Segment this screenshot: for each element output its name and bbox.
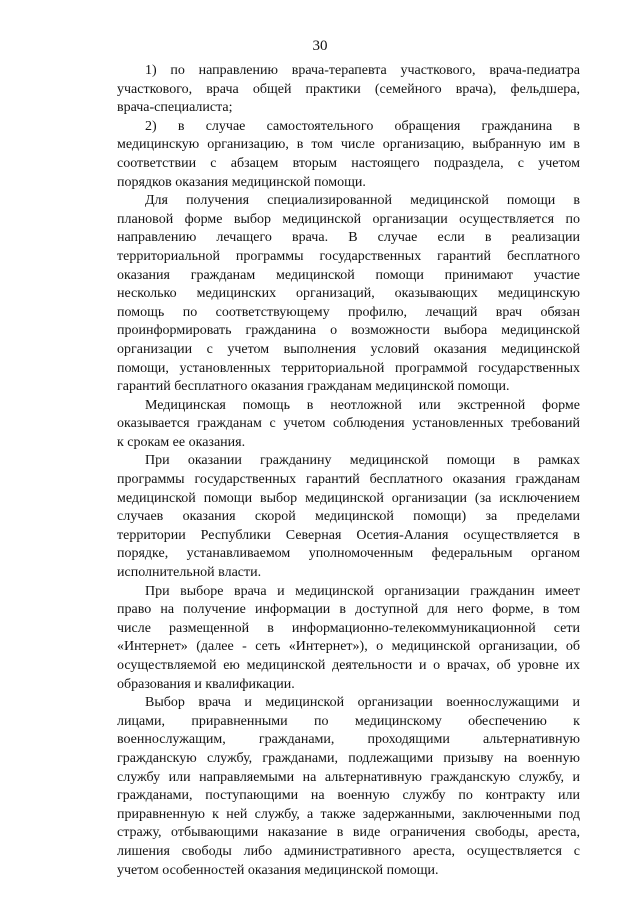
text-line: порядке, устанавливаемом уполномоченным федеральным органом	[117, 546, 580, 562]
text-line: несколько медицинских организаций, оказывающих медицинскую	[117, 286, 580, 302]
text-line: числе размещенной в информационно-телекоммуникационной сети	[117, 620, 580, 636]
text-line: оказания гражданам медицинской помощи принимают участие	[117, 267, 580, 283]
text-line: гарантий бесплатного оказания гражданам медицинской помощи.	[117, 379, 510, 395]
text-line: оказывается гражданам с учетом соблюдения установленных требований	[117, 416, 580, 432]
text-line: организации с учетом выполнения условий оказания медицинской	[117, 341, 580, 357]
text-line: лишения свободы либо административного ареста, осуществляется с	[117, 843, 580, 859]
document-body	[117, 62, 580, 880]
text-line: медицинской помощи выбор медицинской организации (за исключением	[117, 490, 580, 506]
paragraph	[117, 452, 580, 582]
text-line: Медицинская помощь в неотложной или экстренной форме	[145, 397, 580, 413]
text-line: учетом особенностей оказания медицинской помощи.	[117, 862, 439, 878]
paragraph	[117, 397, 580, 453]
text-line: образования и квалификации.	[117, 676, 295, 692]
text-line: соответствии с абзацем вторым настоящего подраздела, с учетом	[117, 155, 580, 171]
text-line: При выборе врача и медицинской организации гражданин имеет	[145, 583, 580, 599]
text-line: участкового, врача общей практики (семейного врача), фельдшера,	[117, 81, 580, 97]
text-line: «Интернет» (далее - сеть «Интернет»), о медицинской организации, об	[117, 639, 580, 655]
page-number: 30	[312, 38, 328, 54]
text-line: гражданскую службу, гражданами, подлежащими призыву на военную	[117, 750, 580, 766]
text-line: стражу, отбывающими наказание в виде ограничения свободы, ареста,	[117, 825, 580, 841]
paragraph	[117, 118, 580, 192]
paragraph	[117, 583, 580, 695]
text-line: программы государственных гарантий бесплатного оказания гражданам	[117, 472, 580, 488]
paragraph	[117, 62, 580, 118]
text-line: При оказании гражданину медицинской помощи в рамках	[145, 453, 580, 469]
text-line: к срокам ее оказания.	[117, 434, 246, 450]
text-line: исполнительной власти.	[117, 565, 262, 581]
text-line: помощи, установленных территориальной программой государственных	[117, 360, 580, 376]
paragraph	[117, 694, 580, 880]
text-line: территориальной программы государственных гарантий бесплатного	[117, 248, 580, 264]
text-line: территории Республики Северная Осетия-Алания осуществляется в	[117, 527, 580, 543]
text-line: медицинскую организацию, в том числе организацию, выбранную им в	[117, 137, 580, 153]
text-line: военнослужащим, гражданами, проходящими альтернативную	[117, 732, 580, 748]
text-line: плановой форме выбор медицинской организации осуществляется по	[117, 211, 580, 227]
text-line: помощь по соответствующему профилю, лечащий врач обязан	[117, 304, 580, 320]
text-line: врача-специалиста;	[117, 100, 233, 116]
text-line: осуществляемой ею медицинской деятельности и о врачах, об уровне их	[117, 658, 580, 673]
paragraph	[117, 192, 580, 397]
text-line: право на получение информации в доступной для него форме, в том	[117, 602, 580, 618]
text-line: 2) в случае самостоятельного обращения гражданина в	[145, 118, 580, 134]
text-line: лицами, приравненными по медицинскому обеспечению к	[117, 713, 580, 729]
text-line: направлению лечащего врача. В случае если в реализации	[117, 230, 580, 246]
text-line: Выбор врача и медицинской организации военнослужащими и	[145, 695, 580, 711]
text-line: 1) по направлению врача-терапевта участкового, врача-педиатра	[145, 63, 580, 78]
text-line: случаев оказания скорой медицинской помощи) за пределами	[117, 509, 580, 525]
text-line: порядков оказания медицинской помощи.	[117, 174, 366, 190]
text-line: службу или направляемыми на альтернативную гражданскую службу, и	[117, 769, 580, 785]
text-line: Для получения специализированной медицинской помощи в	[145, 193, 580, 209]
text-line: проинформировать гражданина о возможности выбора медицинской	[117, 323, 580, 339]
text-line: приравненную к ней службу, а также задержанными, заключенными под	[117, 806, 580, 822]
text-line: гражданами, поступающими на военную службу по контракту или	[117, 788, 580, 804]
